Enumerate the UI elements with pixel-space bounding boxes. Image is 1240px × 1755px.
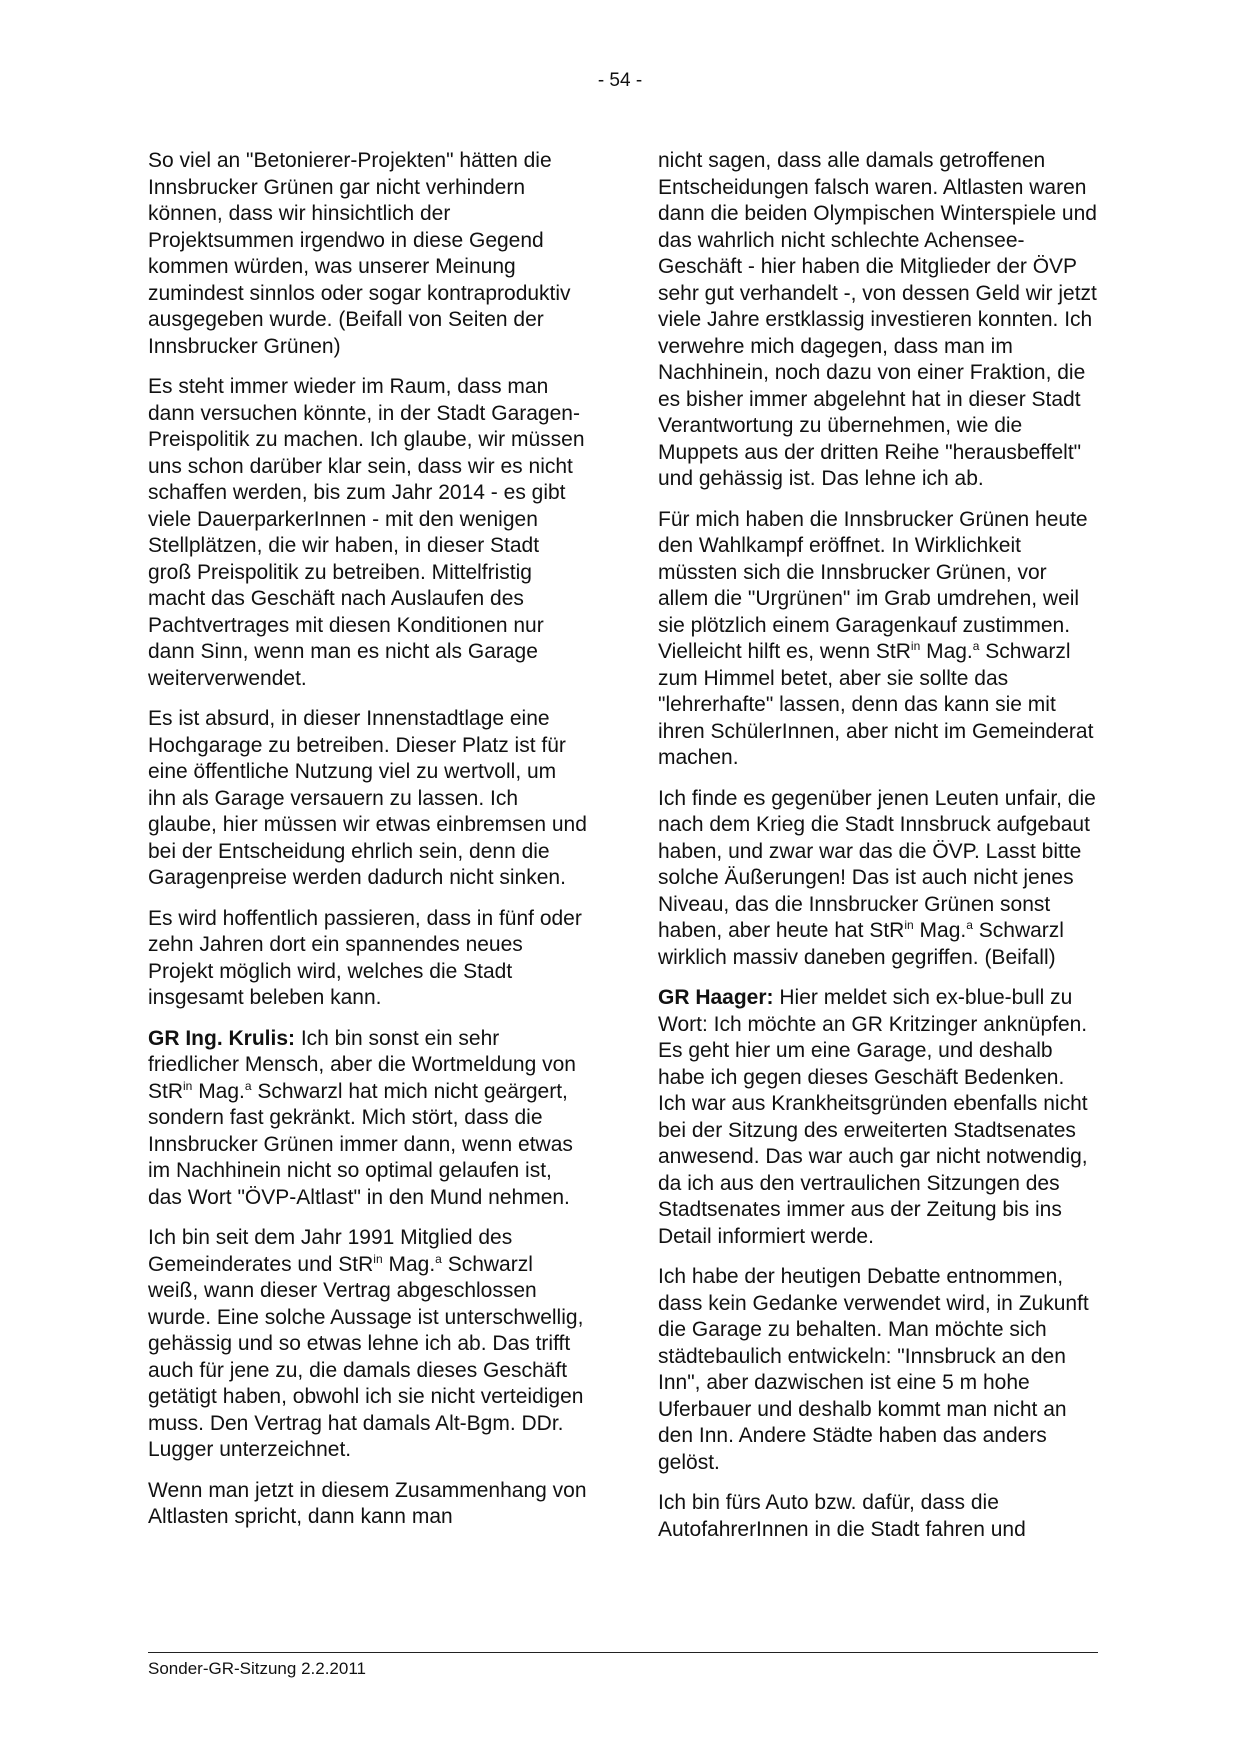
text-run: Mag. <box>913 919 967 942</box>
speaker-name: GR Haager: <box>658 986 774 1009</box>
footer-text: Sonder-GR-Sitzung 2.2.2011 <box>148 1659 366 1678</box>
text-run: Für mich haben die Innsbrucker Grünen heute den Wahlkampf eröffnet. In Wirklichkeit müssten sich die Innsbrucker Grünen, vor allem die "Urgrünen" im Grab umdrehen, weil sie plötzlich einem Garagenkauf zustimmen. Vielleicht hilft es, wenn StR <box>658 507 1088 663</box>
paragraph <box>148 1026 588 1212</box>
paragraph: Es steht immer wieder im Raum, dass man dann versuchen könnte, in der Stadt Garagen-Preispolitik zu machen. Ich glaube, wir müssen uns schon darüber klar sein, dass wir es nicht schaffen werden, bis zum Jahr 2014 - es gibt viele DauerparkerInnen - mit den wenigen Stellplätzen, die wir haben, in dieser Stadt groß Preispolitik zu betreiben. Mittelfristig macht das Geschäft nach Auslaufen des Pachtvertrages mit diesen Konditionen nur dann Sinn, wenn man es nicht als Garage weiterverwendet. <box>148 375 585 690</box>
footer-divider <box>148 1652 1098 1653</box>
paragraph <box>658 507 1098 772</box>
superscript: a <box>966 918 973 932</box>
text-run: Mag. <box>382 1252 436 1276</box>
paragraph: Wenn man jetzt in diesem Zusammenhang von Altlasten spricht, dann kann man <box>148 1478 587 1528</box>
speaker-name: GR Ing. Krulis: <box>148 1026 295 1050</box>
text-run: Hier meldet sich ex-blue-bull zu Wort: Ich möchte an GR Kritzinger anknüpfen. Es geht hier um eine Garage, und deshalb habe ich gegen dieses Geschäft Bedenken. Ich war aus Krankheitsgründen ebenfalls nicht bei der Sitzung des erweiterten Stadtsenates anwesend. Das war auch gar nicht notwendig, da ich aus den vertraulichen Sitzungen des Stadtsenates immer aus der Zeitung bis ins Detail informiert werde. <box>658 986 1088 1248</box>
superscript: in <box>183 1078 193 1093</box>
superscript: in <box>373 1251 383 1266</box>
text-run: Schwarzl hat mich nicht geärgert, sondern fast gekränkt. Mich stört, dass die Innsbrucker Grünen immer dann, wenn etwas im Nachhinein nicht so optimal gelaufen ist, das Wort "ÖVP-Altlast" in den Mund nehmen. <box>148 1079 573 1209</box>
text-run: Ich finde es gegenüber jenen Leuten unfair, die nach dem Krieg die Stadt Innsbruck aufgebaut haben, und zwar war das die ÖVP. Lasst bitte solche Äußerungen! Das ist auch nicht jenes Niveau, das die Innsbrucker Grünen sonst haben, aber heute hat StR <box>658 786 1096 942</box>
paragraph <box>658 786 1098 972</box>
paragraph <box>148 1225 588 1464</box>
text-run: Mag. <box>192 1079 245 1103</box>
right-column <box>658 148 1098 1543</box>
page-number: - 54 - <box>597 70 643 91</box>
text-run: Mag. <box>920 640 973 663</box>
superscript: a <box>435 1251 442 1266</box>
superscript: in <box>910 639 921 653</box>
text-run: Schwarzl wirklich massiv daneben gegriffen. (Beifall) <box>658 919 1064 969</box>
text-run: Ich bin sonst ein sehr friedlicher Mensch, aber die Wortmeldung von StR <box>148 1026 576 1103</box>
left-column <box>148 148 588 1531</box>
paragraph: Es ist absurd, in dieser Innenstadtlage eine Hochgarage zu betreiben. Dieser Platz ist für eine öffentliche Nutzung viel zu wertvoll, um ihn als Garage versauern zu lassen. Ich glaube, hier müssen wir etwas einbremsen und bei der Entscheidung ehrlich sein, denn die Garagenpreise werden dadurch nicht sinken. <box>148 707 587 889</box>
text-run: Schwarzl zum Himmel betet, aber sie sollte das "lehrerhafte" lassen, denn das kann sie mit ihren SchülerInnen, aber nicht im Gemeinderat machen. <box>658 640 1094 769</box>
paragraph: Ich bin fürs Auto bzw. dafür, dass die AutofahrerInnen in die Stadt fahren und <box>658 1491 1026 1541</box>
superscript: a <box>972 639 980 653</box>
text-run: Ich bin seit dem Jahr 1991 Mitglied des Gemeinderates und StR <box>148 1226 513 1276</box>
paragraph: So viel an "Betonierer-Projekten" hätten die Innsbrucker Grünen gar nicht verhindern können, dass wir hinsichtlich der Projektsummen irgendwo in diese Gegend kommen würden, was unserer Meinung zumindest sinnlos oder sogar kontraproduktiv ausgegeben wurde. (Beifall von Seiten der Innsbrucker Grünen) <box>148 149 571 358</box>
paragraph <box>658 985 1098 1250</box>
text-run: Schwarzl weiß, wann dieser Vertrag abgeschlossen wurde. Eine solche Aussage ist unterschwellig, gehässig und so etwas lehne ich ab. Das trifft auch für jene zu, die damals dieses Geschäft getätigt haben, obwohl ich sie nicht verteidigen muss. Den Vertrag hat damals Alt-Bgm. DDr. Lugger unterzeichnet. <box>148 1252 584 1461</box>
superscript: in <box>904 918 914 932</box>
paragraph: Es wird hoffentlich passieren, dass in fünf oder zehn Jahren dort ein spannendes neues Projekt möglich wird, welches die Stadt insgesamt beleben kann. <box>148 906 582 1009</box>
paragraph: Ich habe der heutigen Debatte entnommen, dass kein Gedanke verwendet wird, in Zukunft die Garage zu behalten. Man möchte sich städtebaulich entwickeln: "Innsbruck an den Inn", aber dazwischen ist eine 5 m hohe Uferbauer und deshalb kommt man nicht an den Inn. Andere Städte haben das anders gelöst. <box>658 1265 1089 1474</box>
superscript: a <box>244 1078 252 1093</box>
paragraph: nicht sagen, dass alle damals getroffenen Entscheidungen falsch waren. Altlasten waren dann die beiden Olympischen Winterspiele und das wahrlich nicht schlechte Achensee-Geschäft - hier haben die Mitglieder der ÖVP sehr gut verhandelt -, von dessen Geld wir jetzt viele Jahre erstklassig investieren konnten. Ich verwehre mich dagegen, dass man im Nachhinein, noch dazu von einer Fraktion, die es bisher immer abgelehnt hat in dieser Stadt Verantwortung zu übernehmen, wie die Muppets aus der dritten Reihe "herausbeffelt" und gehässig ist. Das lehne ich ab. <box>658 149 1097 490</box>
